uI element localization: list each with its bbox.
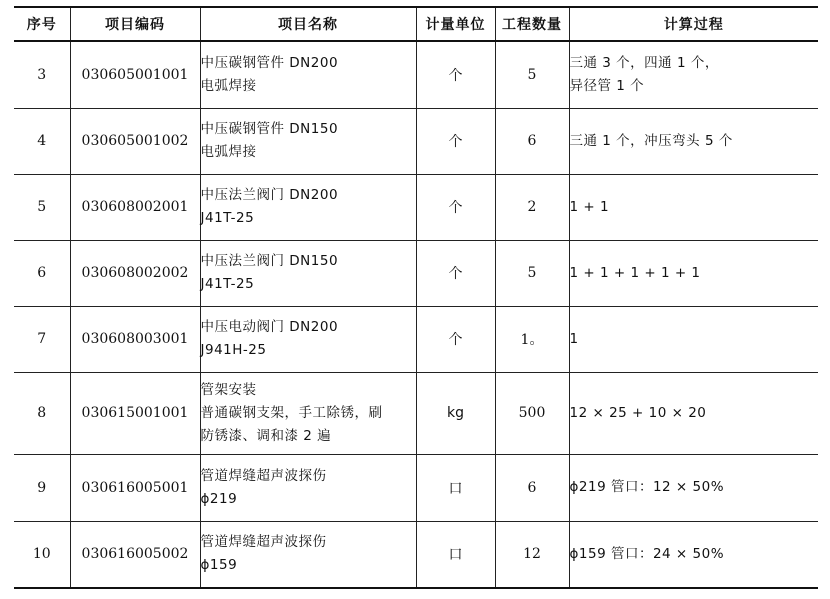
table-row [14, 108, 818, 174]
cell-unit: 个 [416, 174, 495, 240]
cell-seq: 8 [14, 372, 70, 454]
cell-seq: 5 [14, 174, 70, 240]
cell-code: 030608003001 [70, 306, 200, 372]
cell-name-line: J41T-25 [200, 210, 255, 226]
cell-unit: 个 [416, 41, 495, 108]
cell-calc [569, 521, 818, 588]
cell-code: 030608002002 [70, 240, 200, 306]
header-code: 项目编码 [70, 7, 200, 41]
table-row [14, 41, 818, 108]
cell-seq: 10 [14, 521, 70, 588]
cell-name-line: 中压碳钢管件 DN150 [200, 121, 339, 137]
cell-calc-line: 1 + 1 [569, 198, 610, 215]
table-header [14, 7, 818, 41]
cell-name-line: 电弧焊接 [200, 77, 257, 94]
cell-calc-line: 1 [569, 330, 579, 347]
cell-qty: 5 [495, 41, 569, 108]
cell-qty: 2 [495, 174, 569, 240]
cell-name-line: J941H-25 [200, 342, 267, 358]
cell-qty: 6 [495, 108, 569, 174]
cell-calc-line: 三通 1 个，冲压弯头 5 个 [569, 132, 733, 149]
header-unit: 计量单位 [416, 7, 495, 41]
cell-name-line: ϕ219 [200, 490, 238, 507]
cell-unit: kg [416, 372, 495, 454]
cell-unit: 个 [416, 108, 495, 174]
cell-calc [569, 306, 818, 372]
table-body [14, 41, 818, 588]
cell-name [200, 521, 416, 588]
cell-name [200, 240, 416, 306]
cell-calc [569, 240, 818, 306]
cell-qty: 6 [495, 454, 569, 521]
cell-code: 030605001001 [70, 41, 200, 108]
cell-qty: 5 [495, 240, 569, 306]
cell-code: 030616005001 [70, 454, 200, 521]
cell-name [200, 306, 416, 372]
cell-code: 030616005002 [70, 521, 200, 588]
cell-name-line: 管道焊缝超声波探伤 [200, 467, 327, 484]
cell-name [200, 41, 416, 108]
cell-calc [569, 41, 818, 108]
cell-code: 030615001001 [70, 372, 200, 454]
table-row [14, 521, 818, 588]
header-row [14, 7, 818, 41]
cell-code: 030605001002 [70, 108, 200, 174]
cell-seq: 4 [14, 108, 70, 174]
quantity-table [14, 6, 818, 589]
cell-name [200, 108, 416, 174]
cell-seq: 6 [14, 240, 70, 306]
cell-name-line: J41T-25 [200, 276, 255, 292]
cell-name [200, 372, 416, 454]
table-row [14, 174, 818, 240]
cell-name-line: 管架安装 [200, 381, 257, 398]
cell-unit: 个 [416, 306, 495, 372]
cell-calc [569, 454, 818, 521]
cell-calc-line: ϕ159 管口：24 × 50% [569, 545, 725, 562]
cell-calc-line: 异径管 1 个 [569, 77, 645, 94]
cell-name-line: 防锈漆、调和漆 2 遍 [200, 427, 332, 444]
cell-qty: 1。 [495, 306, 569, 372]
cell-calc [569, 372, 818, 454]
cell-calc-line: 1 + 1 + 1 + 1 + 1 [569, 264, 701, 281]
cell-calc-line: ϕ219 管口：12 × 50% [569, 479, 725, 495]
cell-unit: 个 [416, 240, 495, 306]
cell-calc [569, 108, 818, 174]
table-row [14, 240, 818, 306]
table-row [14, 454, 818, 521]
cell-unit: 口 [416, 454, 495, 521]
cell-name-line: 中压碳钢管件 DN200 [200, 54, 339, 71]
cell-seq: 7 [14, 306, 70, 372]
cell-qty: 500 [495, 372, 569, 454]
table-row [14, 372, 818, 454]
cell-qty: 12 [495, 521, 569, 588]
cell-calc [569, 174, 818, 240]
cell-name-line: 中压法兰阀门 DN200 [200, 187, 339, 203]
header-calc: 计算过程 [569, 7, 818, 41]
cell-name-line: ϕ159 [200, 557, 238, 574]
cell-name-line: 电弧焊接 [200, 144, 257, 160]
cell-calc-line: 三通 3 个，四通 1 个， [569, 54, 719, 71]
cell-code: 030608002001 [70, 174, 200, 240]
table-row [14, 306, 818, 372]
cell-name [200, 454, 416, 521]
cell-seq: 9 [14, 454, 70, 521]
cell-unit: 口 [416, 521, 495, 588]
cell-name-line: 普通碳钢支架，手工除锈，刷 [200, 404, 383, 421]
cell-name-line: 中压电动阀门 DN200 [200, 319, 339, 335]
cell-seq: 3 [14, 41, 70, 108]
cell-name [200, 174, 416, 240]
cell-calc-line: 12 × 25 + 10 × 20 [569, 404, 707, 421]
header-name: 项目名称 [200, 7, 416, 41]
header-seq: 序号 [14, 7, 70, 41]
header-qty: 工程数量 [495, 7, 569, 41]
cell-name-line: 中压法兰阀门 DN150 [200, 253, 339, 269]
cell-name-line: 管道焊缝超声波探伤 [200, 534, 327, 551]
